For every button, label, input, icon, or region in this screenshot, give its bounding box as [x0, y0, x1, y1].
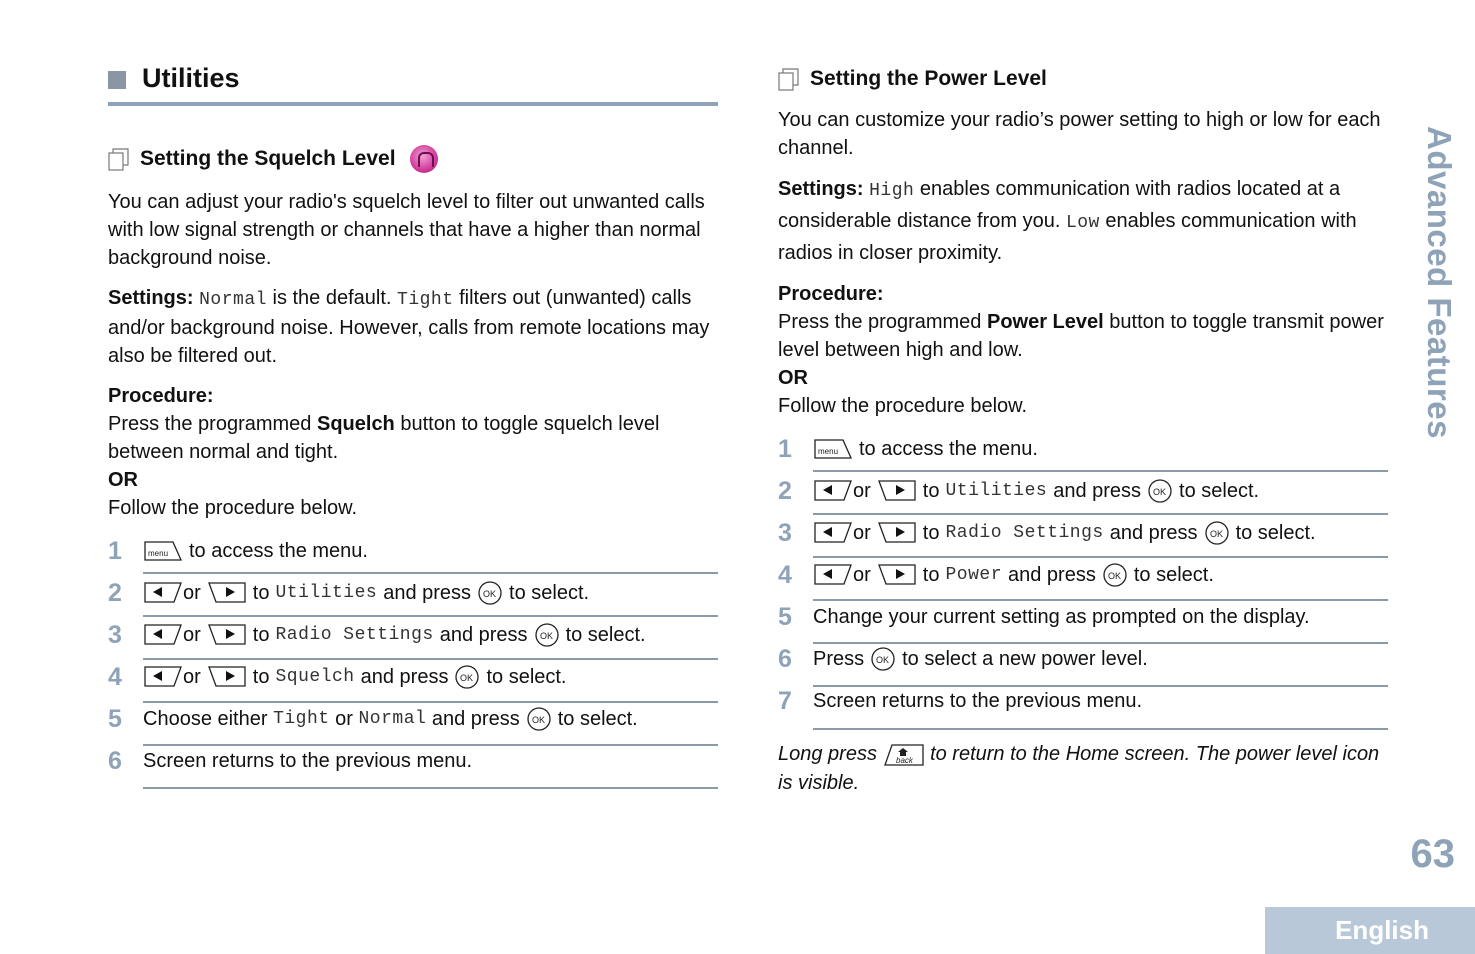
section-square-icon [108, 71, 126, 89]
left-arrow-key-icon [143, 580, 183, 606]
step-text: Choose either [143, 707, 274, 730]
ok-button-icon [1102, 562, 1128, 588]
settings-label: Settings: [108, 287, 194, 309]
right-arrow-key-icon [207, 580, 247, 606]
step-5 [108, 698, 718, 740]
step-number: 4 [778, 560, 792, 589]
power-level-button-name: Power Level [986, 311, 1104, 333]
procedure-label: Procedure: [778, 283, 884, 305]
section-title: Utilities [142, 62, 240, 93]
step-text: to [922, 521, 940, 544]
step-5 [778, 596, 1388, 638]
setting-normal: Normal [199, 290, 267, 310]
step-text: to access the menu. [189, 539, 368, 562]
menu-item-name: Utilities [945, 481, 1048, 501]
squelch-settings [108, 284, 718, 370]
step-4 [778, 554, 1388, 596]
step-text: to [922, 563, 940, 586]
ok-button-icon [1204, 520, 1230, 546]
section-heading [108, 58, 718, 98]
right-column [778, 58, 1388, 798]
step-text: and press [426, 707, 520, 730]
step-number: 6 [108, 746, 122, 775]
procedure-text: button to toggle transmit power level between high and low. [778, 311, 1384, 361]
svg-text:back: back [895, 755, 913, 765]
step-text: to select. [1133, 563, 1214, 586]
step-text: to select. [1235, 521, 1316, 544]
menu-item-name: Squelch [275, 667, 355, 687]
right-arrow-key-icon [877, 478, 917, 504]
step-text: to [922, 479, 940, 502]
squelch-steps [108, 530, 718, 782]
step-2 [778, 470, 1388, 512]
left-column [108, 58, 718, 782]
option-tight: Tight [273, 709, 330, 729]
step-text: to [252, 581, 270, 604]
menu-item-name: Radio Settings [945, 523, 1104, 543]
step-number: 1 [108, 536, 122, 565]
step-1 [108, 530, 718, 572]
right-arrow-key-icon [877, 562, 917, 588]
left-arrow-key-icon [813, 478, 853, 504]
follow-text: Follow the procedure below. [778, 395, 1028, 417]
step-number: 2 [778, 476, 792, 505]
settings-text: enables communication with radios in closer proximity. [778, 210, 1357, 264]
step-text: or [183, 581, 201, 604]
feature-availability-icon [410, 145, 438, 173]
svg-text:OK: OK [876, 655, 890, 665]
step-4 [108, 656, 718, 698]
svg-text:OK: OK [483, 589, 497, 599]
step-text: and press [383, 581, 472, 604]
power-heading [778, 62, 1388, 96]
setting-low: Low [1065, 213, 1100, 233]
power-intro: You can customize your radio’s power setting to high or low for each channel. [778, 109, 1381, 159]
language-tab [1265, 907, 1475, 954]
procedure-text: Press the programmed [108, 413, 317, 435]
svg-text:menu: menu [818, 447, 839, 456]
step-text: to select. [1179, 479, 1260, 502]
menu-key-icon [813, 436, 853, 462]
step-text: or [329, 707, 359, 730]
left-arrow-key-icon [143, 664, 183, 690]
step-text: Change your current setting as prompted on the display. [813, 605, 1310, 628]
step-text: to [252, 665, 270, 688]
squelch-button-name: Squelch [316, 413, 395, 435]
step-number: 4 [108, 662, 122, 691]
procedure-text: button to toggle squelch level between normal and tight. [108, 413, 660, 463]
ok-button-icon [477, 580, 503, 606]
svg-text:OK: OK [1153, 487, 1167, 497]
power-note [778, 740, 1388, 798]
menu-item-name: Power [945, 565, 1002, 585]
settings-text: filters out (unwanted) calls and/or background noise. However, calls from remote locations may also be filtered out. [108, 287, 710, 367]
step-text: and press [1109, 521, 1198, 544]
step-text: or [853, 563, 871, 586]
procedure-label: Procedure: [108, 385, 214, 407]
chapter-tab: Advanced Features [1421, 126, 1458, 439]
left-arrow-key-icon [813, 562, 853, 588]
step-text: Screen returns to the previous menu. [813, 689, 1143, 712]
left-arrow-key-icon [143, 622, 183, 648]
step-1 [778, 428, 1388, 470]
ok-button-icon [870, 646, 896, 672]
right-arrow-key-icon [207, 622, 247, 648]
step-number: 5 [778, 602, 792, 631]
or-label: OR [108, 469, 138, 491]
setting-tight: Tight [397, 290, 454, 310]
step-6 [778, 638, 1388, 680]
squelch-intro: You can adjust your radio's squelch level to filter out unwanted calls with low signal strength or channels that have a higher than normal background noise. [108, 191, 705, 269]
step-text: to select. [509, 581, 590, 604]
language-label: English [1335, 915, 1429, 945]
menu-item-name: Radio Settings [275, 625, 434, 645]
svg-text:OK: OK [531, 715, 545, 725]
step-3 [108, 614, 718, 656]
squelch-title: Setting the Squelch Level [140, 147, 396, 170]
step-text: to select a new power level. [902, 647, 1148, 670]
note-text: to return to the Home screen. The power level icon is visible. [778, 743, 1380, 794]
svg-text:OK: OK [539, 631, 553, 641]
menu-key-icon [143, 538, 183, 564]
procedure-text: Press the programmed [778, 311, 987, 333]
section-rule [108, 102, 718, 106]
document-icon [778, 67, 800, 91]
right-arrow-key-icon [877, 520, 917, 546]
step-text: or [183, 623, 201, 646]
document-icon [108, 147, 130, 171]
step-number: 2 [108, 578, 122, 607]
right-arrow-key-icon [207, 664, 247, 690]
step-number: 5 [108, 704, 122, 733]
step-text: and press [439, 623, 528, 646]
power-procedure [778, 280, 1388, 420]
step-text: to access the menu. [859, 437, 1038, 460]
squelch-heading [108, 142, 718, 176]
power-steps [778, 428, 1388, 722]
back-home-key-icon [883, 742, 925, 768]
settings-text: is the default. [266, 287, 398, 309]
page-number: 63 [1410, 832, 1455, 876]
power-title: Setting the Power Level [810, 67, 1047, 90]
step-number: 3 [778, 518, 792, 547]
step-text: and press [360, 665, 449, 688]
note-text: Long press [778, 743, 883, 765]
step-text: Press [813, 647, 865, 670]
svg-text:OK: OK [460, 673, 474, 683]
ok-button-icon [526, 706, 552, 732]
ok-button-icon [1147, 478, 1173, 504]
step-text: and press [1053, 479, 1142, 502]
step-3 [778, 512, 1388, 554]
left-arrow-key-icon [813, 520, 853, 546]
step-text: to select. [565, 623, 646, 646]
follow-text: Follow the procedure below. [108, 497, 358, 519]
step-text: to select. [486, 665, 567, 688]
step-text: to [252, 623, 270, 646]
step-text: to select. [557, 707, 638, 730]
ok-button-icon [534, 622, 560, 648]
step-number: 1 [778, 434, 792, 463]
power-settings [778, 174, 1388, 268]
step-text: or [853, 479, 871, 502]
or-label: OR [778, 367, 808, 389]
step-number: 7 [778, 686, 792, 715]
step-text: or [853, 521, 871, 544]
step-6 [108, 740, 718, 782]
setting-high: High [869, 181, 915, 201]
settings-text: enables communication with radios located at a considerable distance from you. [778, 178, 1341, 232]
ok-button-icon [454, 664, 480, 690]
svg-text:menu: menu [148, 549, 169, 558]
step-text: and press [1008, 563, 1096, 586]
svg-text:OK: OK [1209, 529, 1223, 539]
step-text: or [183, 665, 201, 688]
step-text: Screen returns to the previous menu. [143, 749, 473, 772]
settings-label: Settings: [778, 178, 864, 200]
step-number: 3 [108, 620, 122, 649]
menu-item-name: Utilities [275, 583, 378, 603]
step-number: 6 [778, 644, 792, 673]
svg-text:OK: OK [1107, 571, 1121, 581]
squelch-procedure [108, 382, 718, 522]
option-normal: Normal [358, 709, 427, 729]
step-2 [108, 572, 718, 614]
